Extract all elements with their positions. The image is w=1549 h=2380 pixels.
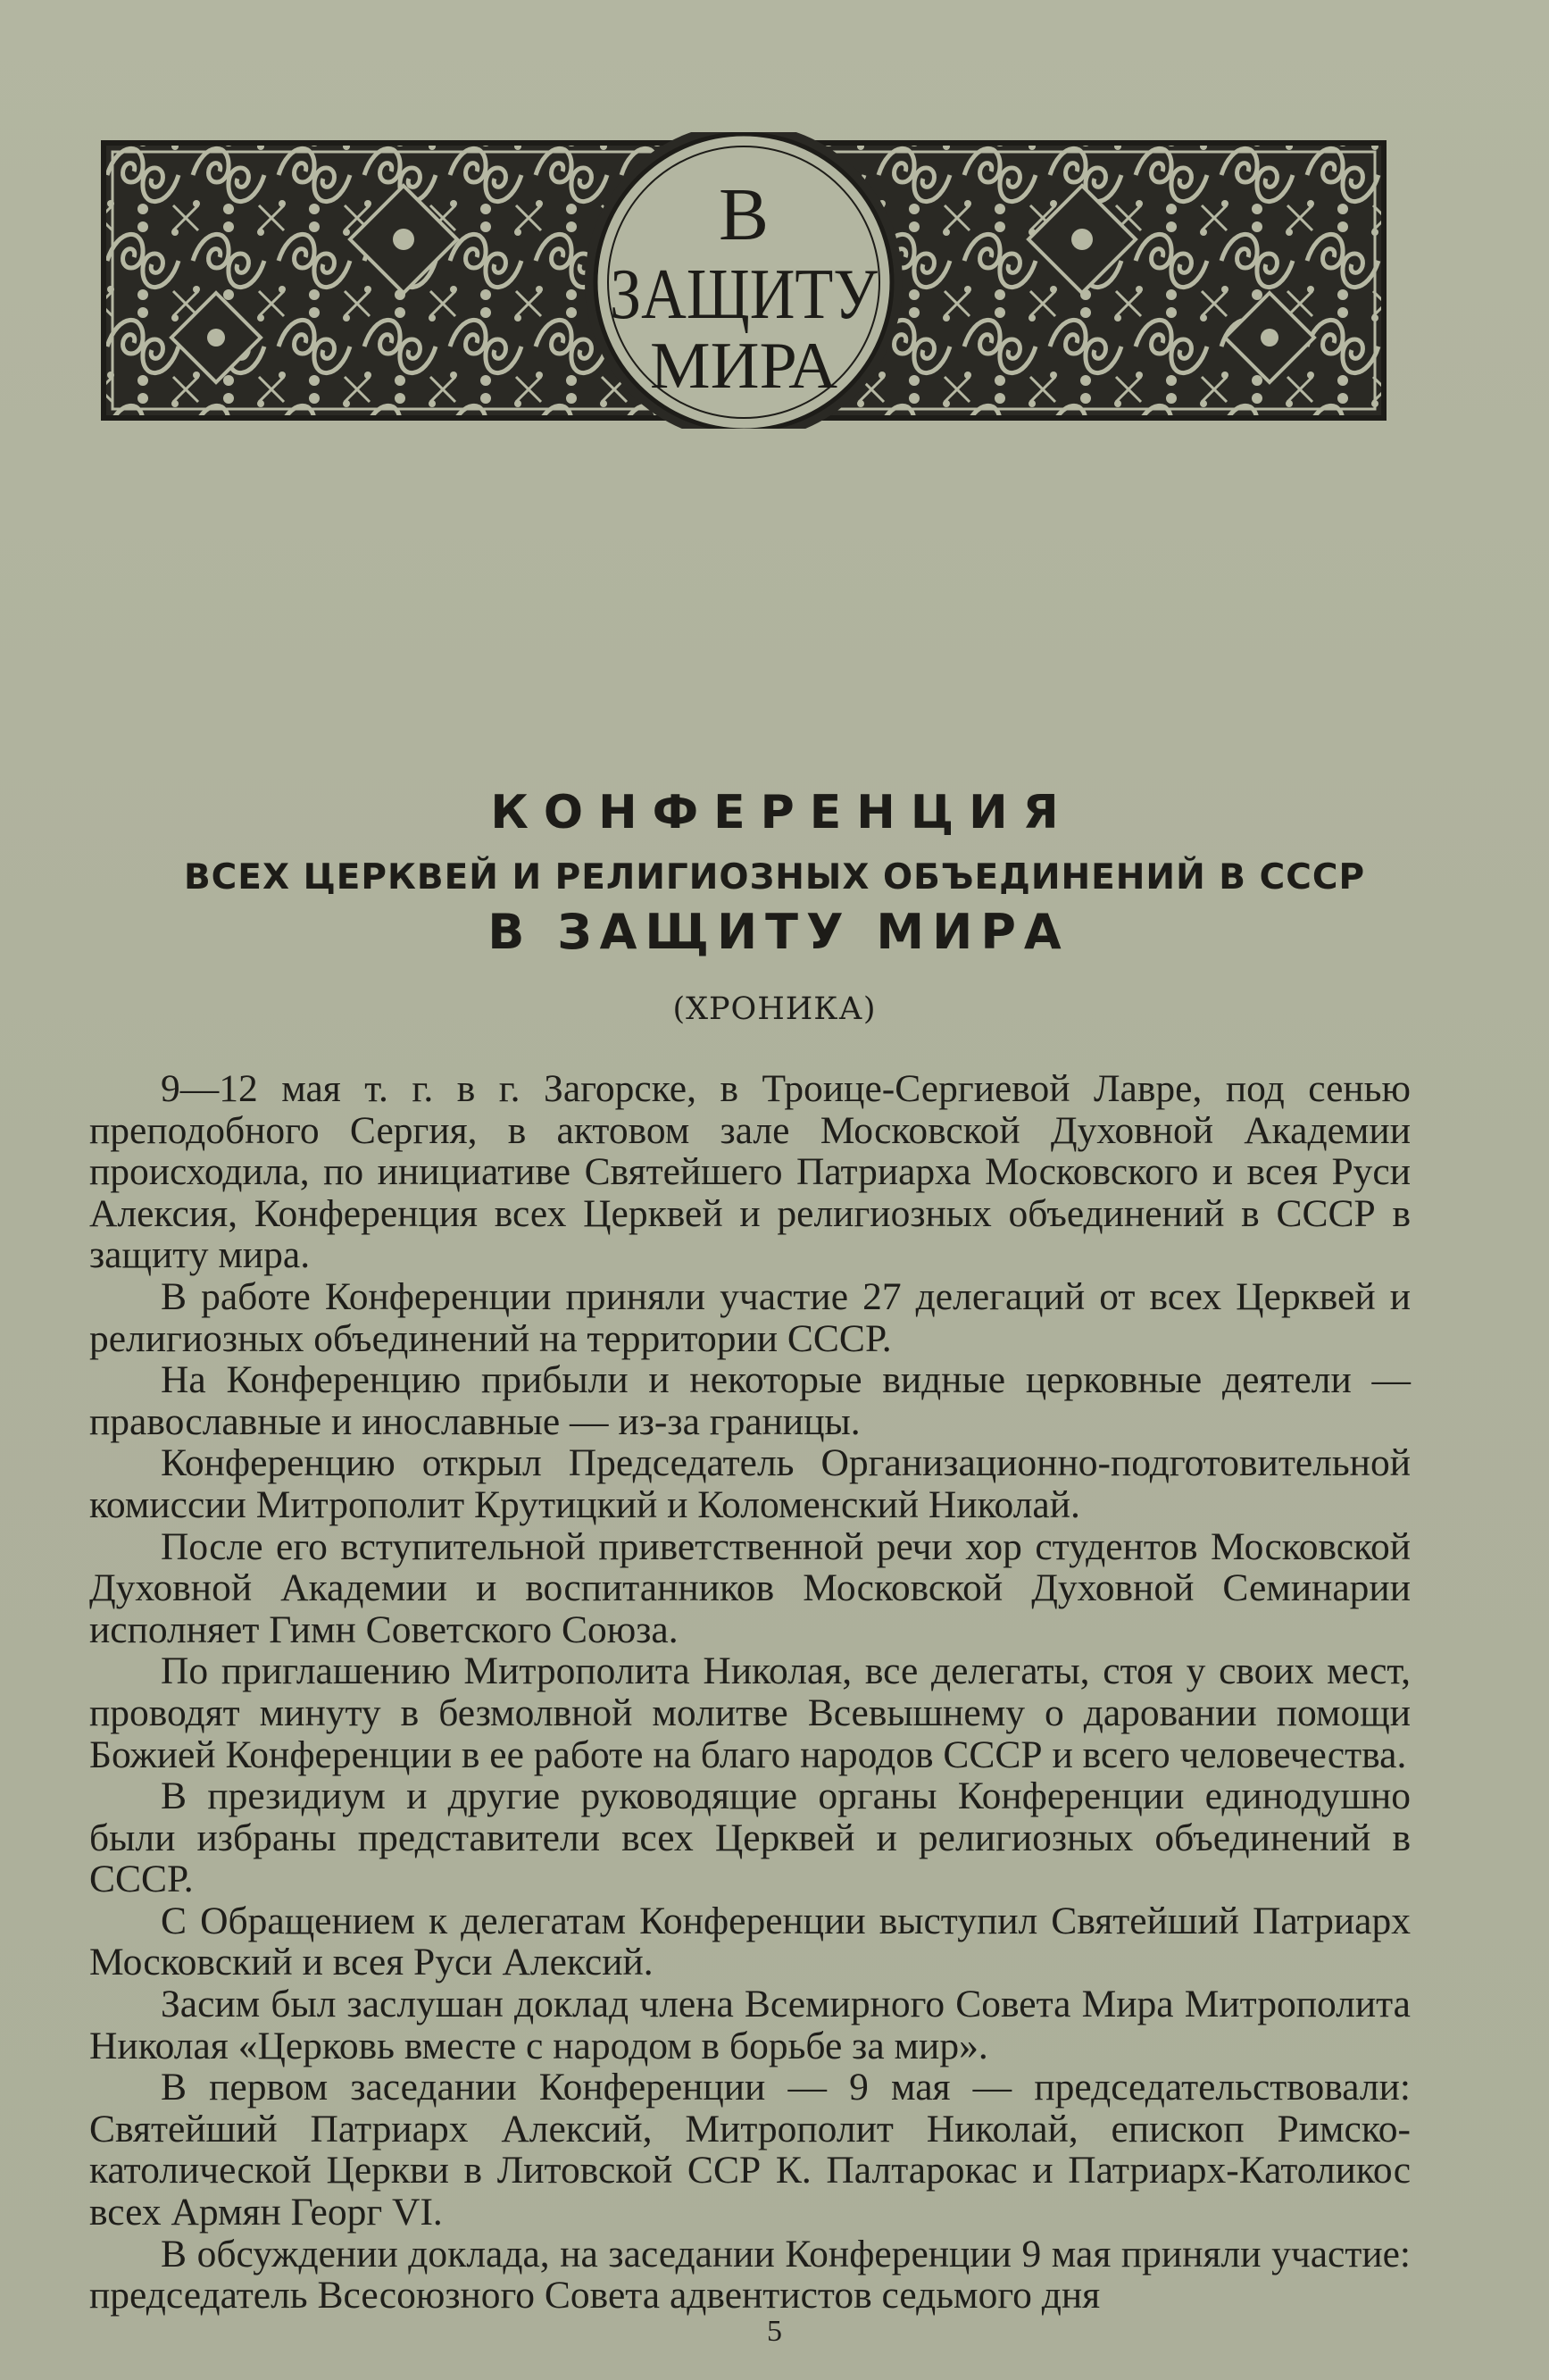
title-line-2: ВСЕХ ЦЕРКВЕЙ И РЕЛИГИОЗНЫХ ОБЪЕДИНЕНИЙ В СССР [183,857,1366,898]
paragraph: В работе Конференции приняли участие 27 делегаций от всех Церквей и религиозных объединений на территории СССР. [89,1274,1411,1360]
title-line-1: КОНФЕРЕНЦИЯ [490,786,1074,839]
emblem-line-2: ЗАЩИТУ [610,255,879,334]
subtitle: (ХРОНИКА) [672,991,877,1027]
paragraph: 9—12 мая т. г. в г. Загорске, в Троице-Сергиевой Лавре, под сенью преподобного Сергия, в актовом зале Московской Духовной Академии происходила, по инициативе Святейшего Патриарха Московского и всея Руси Алексия, Конференция всех Церквей и религиозных объединений в СССР в защиту мира. [89,1067,1411,1277]
ornament-icon [100,132,1387,429]
paragraph: В первом заседании Конференции — 9 мая — председательствовали: Святейший Патриарх Алексий, Митрополит Николай, епископ Римско-католической Церкви в Литовской ССР К. Палтарокас и Патриарх-Католикос всех Армян Георг VI. [89,2066,1411,2234]
paragraph: В президиум и другие руководящие органы Конференции единодушно были избраны представители всех Церквей и религиозных объединений в СССР. [89,1775,1411,1901]
emblem-line-3: МИРА [650,330,837,403]
ornamental-banner [100,132,1387,429]
paragraph: После его вступительной приветственной речи хор студентов Московской Духовной Академии и воспитанников Московской Духовной Семинарии исполняет Гимн Советского Союза. [89,1524,1411,1651]
paragraph: С Обращением к делегатам Конференции выступил Святейший Патриарх Московский и всея Руси Алексий. [89,1899,1411,1984]
page-number: 5 [767,2315,782,2348]
paragraph: Засим был заслушан доклад члена Всемирного Совета Мира Митрополита Николая «Церковь вместе с народом в борьбе за мир». [89,1983,1411,2067]
paragraph: Конференцию открыл Председатель Организационно-подготовительной комиссии Митрополит Крутицкий и Коломенский Николай. [89,1441,1411,1526]
paragraph: В обсуждении доклада, на заседании Конференции 9 мая приняли участие: председатель Всесоюзного Совета адвентистов седьмого дня [89,2232,1411,2317]
emblem-line-1: В [718,173,770,256]
article-body [89,1068,1411,2317]
title-line-3: В ЗАЩИТУ МИРА [487,904,1070,960]
paragraph: По приглашению Митрополита Николая, все делегаты, стоя у своих мест, проводят минуту в безмолвной молитве Всевышнему о даровании помощи Божией Конференции в ее работе на благо народов СССР и всего человечества. [89,1649,1411,1776]
paragraph: На Конференцию прибыли и некоторые видные церковные деятели — православные и инославные — из-за границы. [89,1358,1411,1443]
